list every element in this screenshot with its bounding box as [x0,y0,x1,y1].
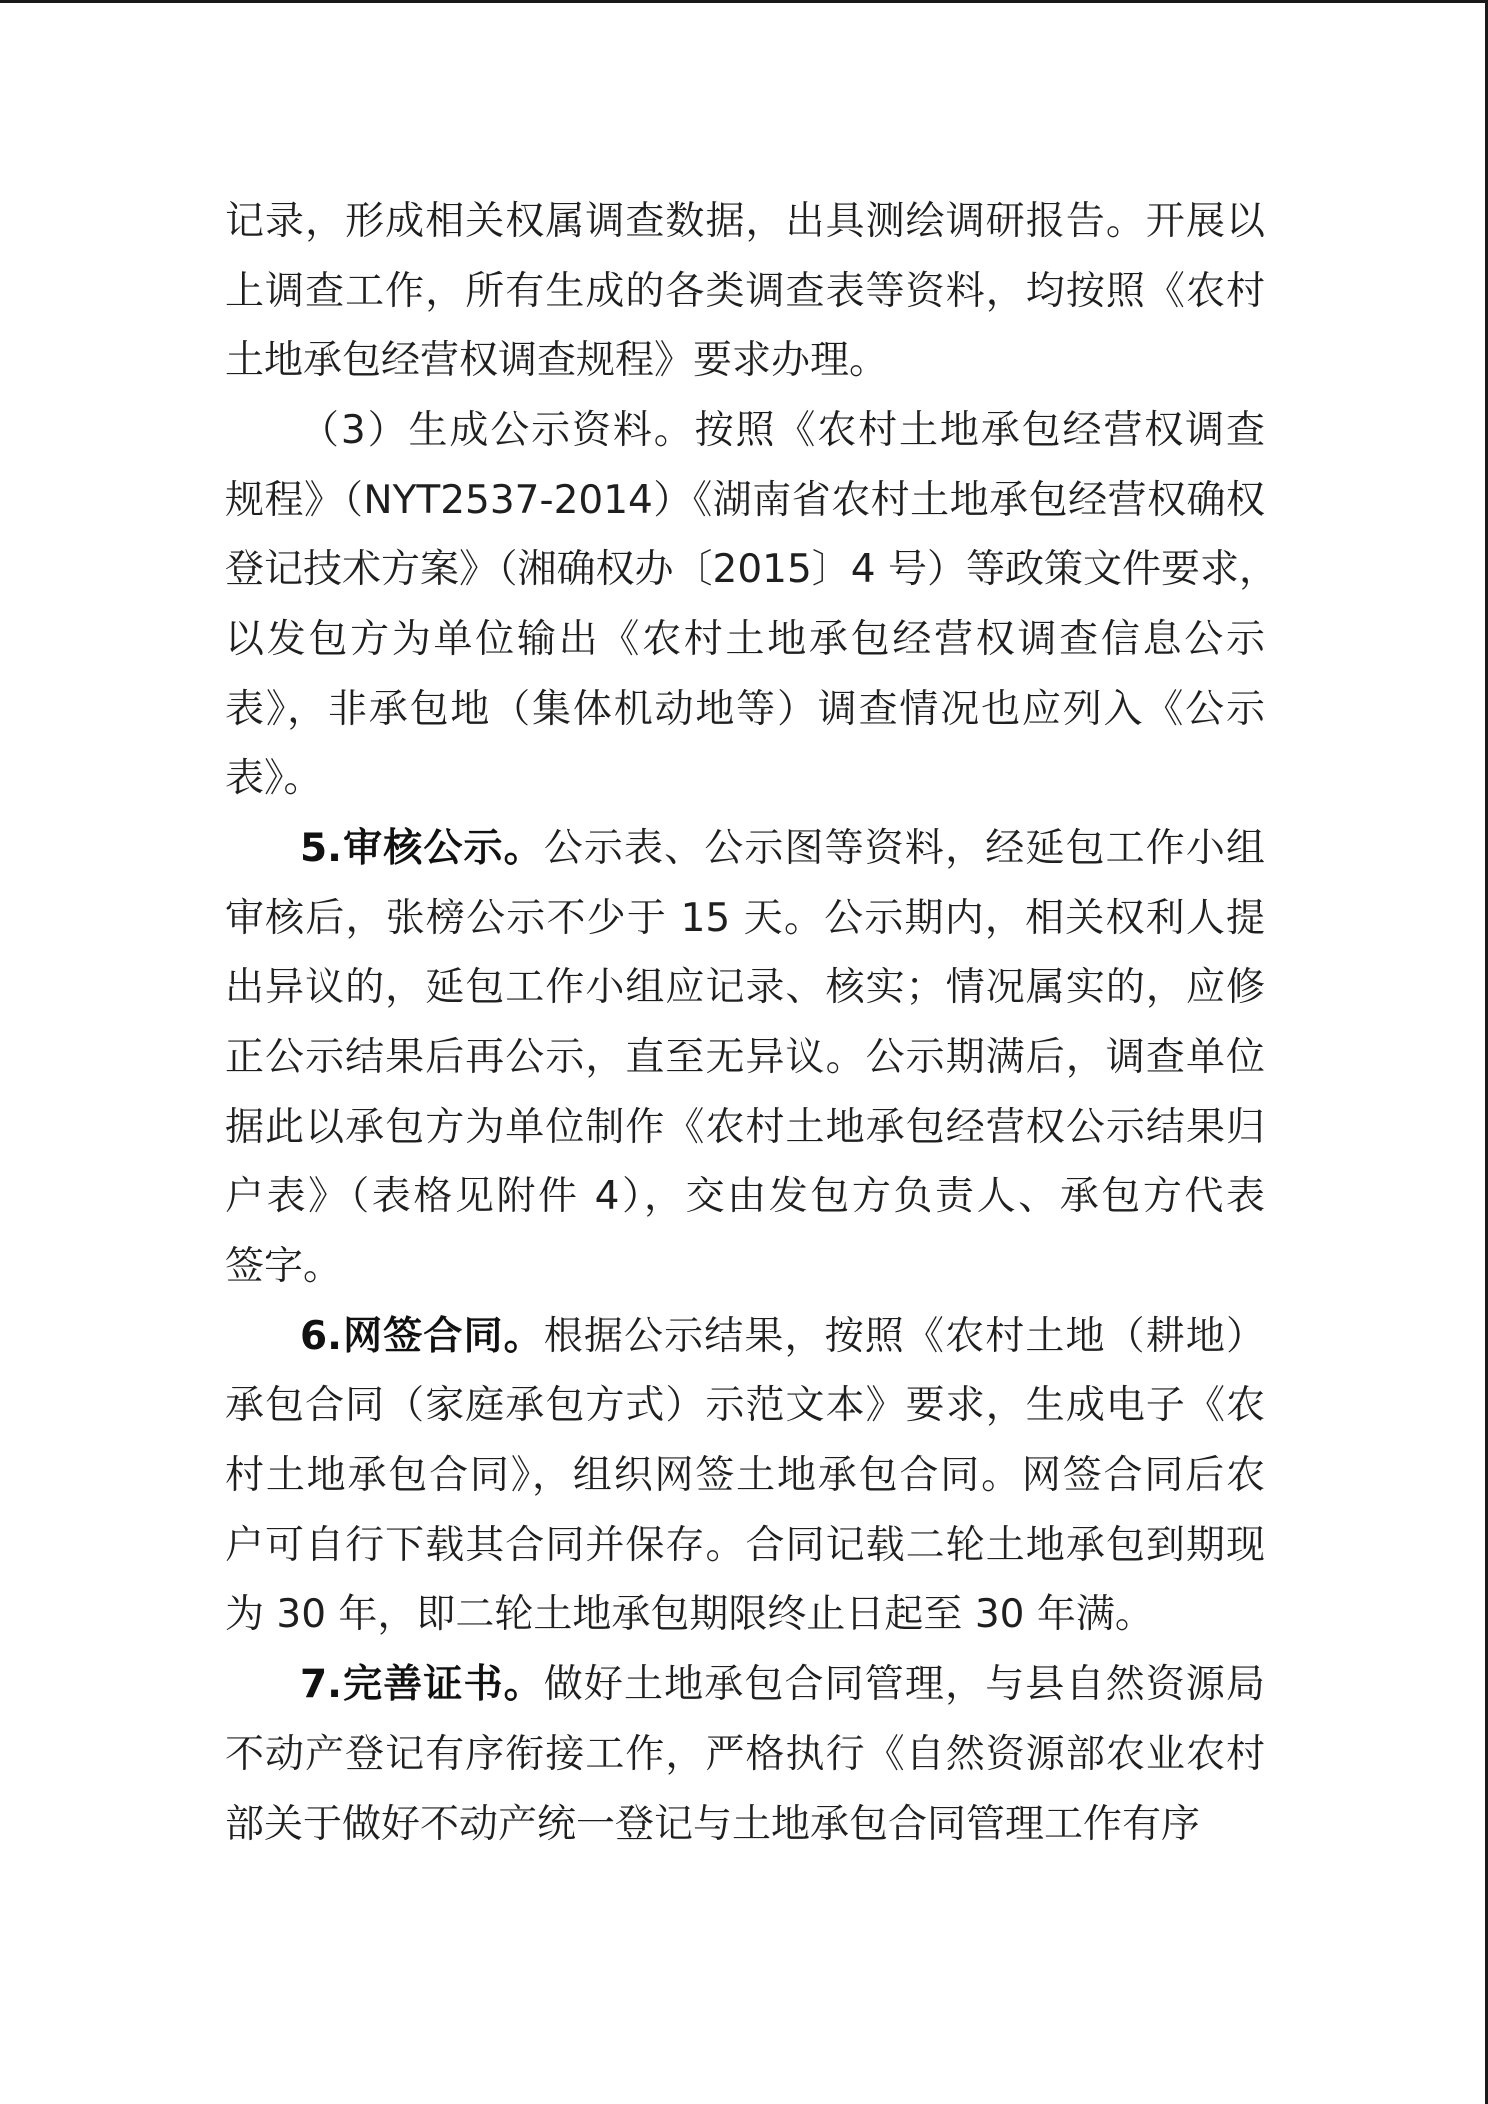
paragraph-line: 部关于做好不动产统一登记与土地承包合同管理工作有序 [225,1802,1201,1847]
paragraph-line: 户表》（表格见附件 4），交由发包方负责人、承包方代表 [225,1174,1265,1219]
section-5-text: 公示表、公示图等资料，经延包工作小组 [543,826,1265,871]
paragraph-line: 据此以承包方为单位制作《农村土地承包经营权公示结果归 [225,1105,1265,1150]
paragraph-line: 村土地承包合同》，组织网签土地承包合同。网签合同后农 [225,1453,1265,1498]
paragraph-line: 记录，形成相关权属调查数据，出具测绘调研报告。开展以 [225,199,1265,244]
paragraph-line: 正公示结果后再公示，直至无异议。公示期满后，调查单位 [225,1035,1265,1080]
section-7-text: 做好土地承包合同管理，与县自然资源局 [543,1662,1265,1707]
paragraph-line: 为 30 年，即二轮土地承包期限终止日起至 30 年满。 [225,1592,1154,1637]
paragraph-line: 出异议的，延包工作小组应记录、核实；情况属实的，应修 [225,965,1265,1010]
paragraph-line: 签字。 [225,1244,343,1289]
paragraph-line: 登记技术方案》（湘确权办〔2015〕4 号）等政策文件要求， [225,547,1278,592]
paragraph-line: 承包合同（家庭承包方式）示范文本》要求，生成电子《农 [225,1383,1265,1428]
paragraph-line: 不动产登记有序衔接工作，严格执行《自然资源部农业农村 [225,1732,1265,1777]
section-7-line [300,1660,1265,1710]
paragraph-line: 规程》（NYT2537-2014）《湖南省农村土地承包经营权确权 [225,478,1265,523]
paragraph-line: （3）生成公示资料。按照《农村土地承包经营权调查 [300,408,1265,453]
paragraph-line: 土地承包经营权调查规程》要求办理。 [225,338,889,383]
paragraph-line: 以发包方为单位输出《农村土地承包经营权调查信息公示 [225,617,1265,662]
section-5-heading: 5.审核公示。 [300,826,544,871]
section-6-text: 根据公示结果，按照《农村土地（耕地） [543,1314,1265,1359]
paragraph-line: 表》，非承包地（集体机动地等）调查情况也应列入《公示 [225,687,1265,732]
page-top-border [0,0,1488,3]
section-6-line [300,1312,1265,1362]
section-6-heading: 6.网签合同。 [300,1314,544,1359]
paragraph-line: 审核后，张榜公示不少于 15 天。公示期内，相关权利人提 [225,896,1265,941]
section-7-heading: 7.完善证书。 [300,1662,544,1707]
section-5-line [300,824,1265,874]
paragraph-line: 户可自行下载其合同并保存。合同记载二轮土地承包到期现 [225,1523,1265,1568]
paragraph-line: 表》。 [225,756,323,801]
paragraph-line: 上调查工作，所有生成的各类调查表等资料，均按照《农村 [225,269,1265,314]
